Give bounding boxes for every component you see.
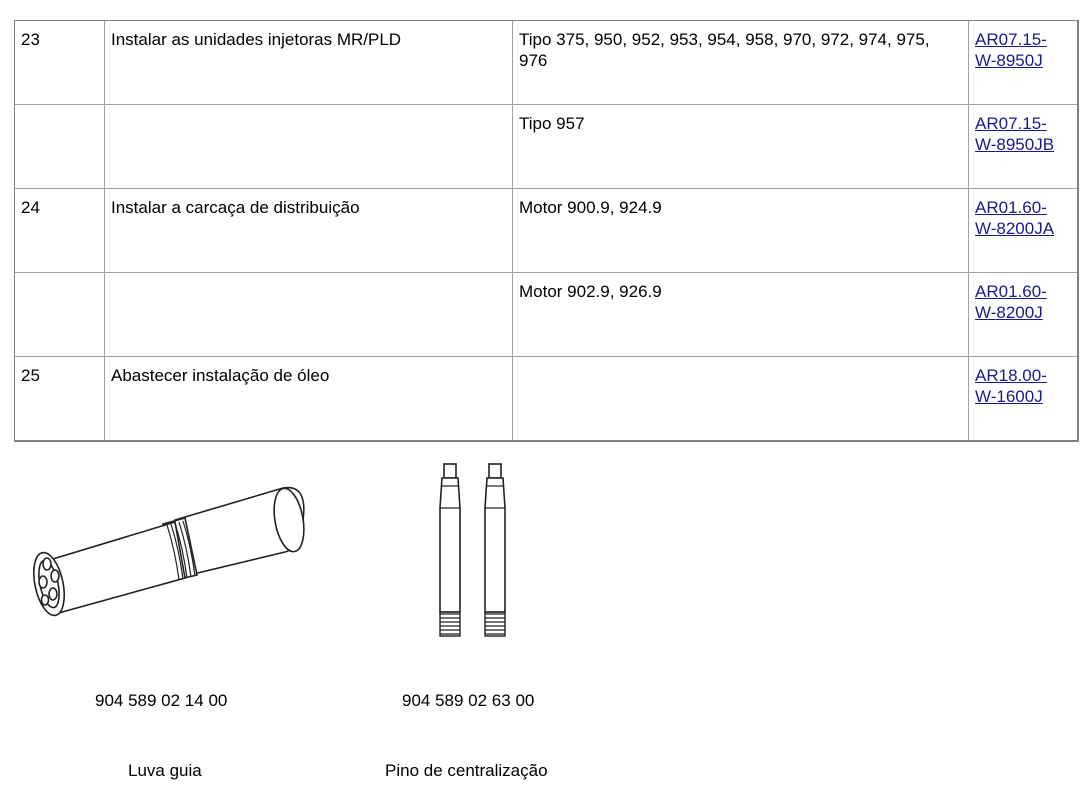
reference-link-line2: W-8950J <box>975 51 1043 70</box>
reference-link-line1: AR01.60- <box>975 282 1047 301</box>
step-condition: Tipo 375, 950, 952, 953, 954, 958, 970, 972, 974, 975, 976 <box>513 21 969 105</box>
tool-name: Pino de centralização <box>385 761 548 780</box>
step-description: Instalar as unidades injetoras MR/PLD <box>105 21 513 105</box>
step-number: 24 <box>15 189 105 273</box>
work-steps-table <box>14 20 1079 442</box>
reference-link-line1: AR07.15- <box>975 114 1047 133</box>
step-number: 25 <box>15 357 105 440</box>
step-reference <box>969 273 1077 357</box>
reference-link[interactable] <box>975 282 1047 322</box>
reference-link-line1: AR01.60- <box>975 198 1047 217</box>
table-row <box>15 357 1077 440</box>
reference-link-line2: W-8950JB <box>975 135 1055 154</box>
reference-link[interactable] <box>975 366 1047 406</box>
step-reference <box>969 105 1077 189</box>
reference-link[interactable] <box>975 114 1054 154</box>
reference-link-line2: W-1600J <box>975 387 1043 406</box>
step-number: 23 <box>15 21 105 105</box>
step-reference <box>969 357 1077 440</box>
step-number <box>15 105 105 189</box>
step-number <box>15 273 105 357</box>
centering-pins-drawing-icon <box>425 460 525 642</box>
step-condition <box>513 357 969 440</box>
step-condition: Motor 902.9, 926.9 <box>513 273 969 357</box>
table-row <box>15 21 1077 105</box>
step-condition: Motor 900.9, 924.9 <box>513 189 969 273</box>
reference-link-line2: W-8200JA <box>975 219 1055 238</box>
reference-link[interactable] <box>975 30 1047 70</box>
step-reference <box>969 21 1077 105</box>
tool-name: Luva guia <box>128 761 202 780</box>
step-description: Abastecer instalação de óleo <box>105 357 513 440</box>
reference-link-line2: W-8200J <box>975 303 1043 322</box>
reference-link-line1: AR18.00- <box>975 366 1047 385</box>
step-description <box>105 105 513 189</box>
step-description: Instalar a carcaça de distribuição <box>105 189 513 273</box>
reference-link[interactable] <box>975 198 1054 238</box>
table-row <box>15 105 1077 189</box>
tool-part-number: 904 589 02 14 00 <box>95 691 228 710</box>
step-description <box>105 273 513 357</box>
guide-sleeve-drawing-icon <box>25 480 310 622</box>
step-reference <box>969 189 1077 273</box>
reference-link-line1: AR07.15- <box>975 30 1047 49</box>
table-row <box>15 189 1077 273</box>
table-row <box>15 273 1077 357</box>
tool-part-number: 904 589 02 63 00 <box>402 691 535 710</box>
step-condition: Tipo 957 <box>513 105 969 189</box>
